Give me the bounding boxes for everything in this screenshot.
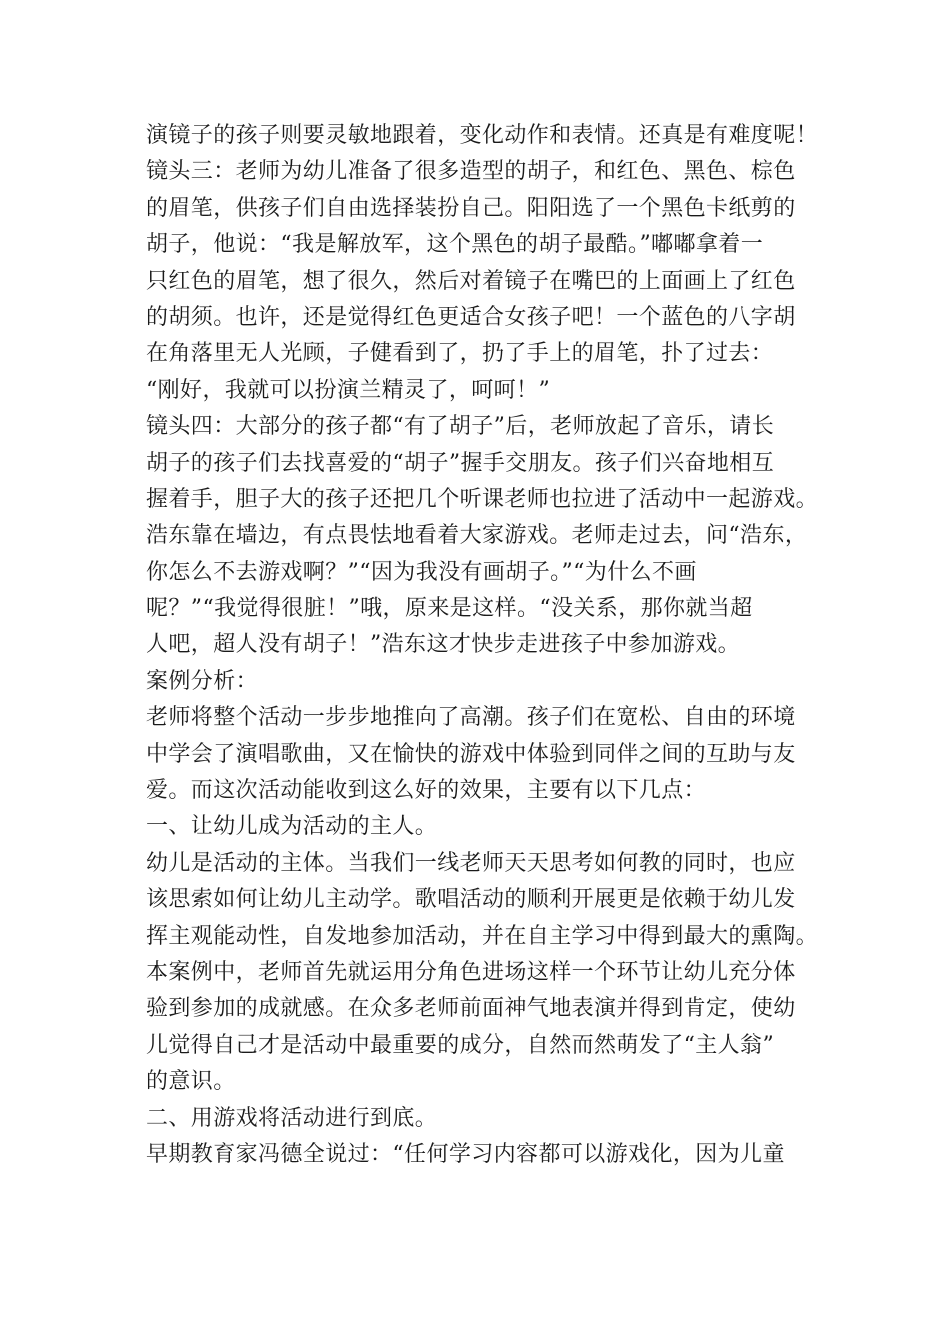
section-heading: 一、让幼儿成为活动的主人。: [146, 814, 438, 840]
text-line: 的胡须。也许，还是觉得红色更适合女孩子吧！一个蓝色的八字胡: [146, 304, 796, 330]
text-line: 儿觉得自己才是活动中最重要的成分，自然而然萌发了“主人翁”: [146, 1032, 775, 1058]
section-heading: 二、用游戏将活动进行到底。: [146, 1105, 438, 1131]
section-heading: 案例分析：: [146, 668, 259, 694]
text-line: 的眉笔，供孩子们自由选择装扮自己。阳阳选了一个黑色卡纸剪的: [146, 195, 796, 221]
document-body: [146, 118, 826, 1173]
text-line: 爱。而这次活动能收到这么好的效果，主要有以下几点：: [146, 778, 707, 804]
text-line: 老师将整个活动一步步地推向了高潮。孩子们在宽松、自由的环境: [146, 705, 796, 731]
text-line: 握着手，胆子大的孩子还把几个听课老师也拉进了活动中一起游戏。: [146, 486, 819, 512]
text-line: 中学会了演唱歌曲，又在愉快的游戏中体验到同伴之间的互助与友: [146, 741, 796, 767]
text-line: 验到参加的成就感。在众多老师前面神气地表演并得到肯定，使幼: [146, 996, 796, 1022]
text-line: 镜头三：老师为幼儿准备了很多造型的胡子，和红色、黑色、棕色: [146, 159, 796, 185]
text-line: 人吧，超人没有胡子！”浩东这才快步走进孩子中参加游戏。: [146, 632, 741, 658]
text-line: 幼儿是活动的主体。当我们一线老师天天思考如何教的同时，也应: [146, 850, 796, 876]
text-line: 呢？”“我觉得很脏！”哦，原来是这样。“没关系，那你就当超: [146, 596, 753, 622]
text-line: 浩东靠在墙边，有点畏怯地看着大家游戏。老师走过去，问“浩东，: [146, 523, 808, 549]
text-line: 镜头四：大部分的孩子都“有了胡子”后，老师放起了音乐，请长: [146, 414, 775, 440]
text-line: 胡子的孩子们去找喜爱的“胡子”握手交朋友。孩子们兴奋地相互: [146, 450, 775, 476]
text-line: 在角落里无人光顾，子健看到了，扔了手上的眉笔，扑了过去：: [146, 341, 774, 367]
text-line: 的意识。: [146, 1069, 236, 1095]
text-line: 该思索如何让幼儿主动学。歌唱活动的顺利开展更是依赖于幼儿发: [146, 887, 796, 913]
text-line: 只红色的眉笔，想了很久，然后对着镜子在嘴巴的上面画上了红色: [146, 268, 796, 294]
text-line: 挥主观能动性，自发地参加活动，并在自主学习中得到最大的熏陶。: [146, 923, 819, 949]
text-line: 演镜子的孩子则要灵敏地跟着，变化动作和表情。还真是有难度呢！: [146, 123, 819, 148]
text-line: 早期教育家冯德全说过：“任何学习内容都可以游戏化，因为儿童: [146, 1141, 785, 1167]
text-line: 你怎么不去游戏啊？”“因为我没有画胡子。”“为什么不画: [146, 559, 697, 585]
text-line: 本案例中，老师首先就运用分角色进场这样一个环节让幼儿充分体: [146, 959, 796, 985]
text-line: “刚好，我就可以扮演兰精灵了，呵呵！”: [146, 377, 551, 403]
text-line: 胡子，他说：“我是解放军，这个黑色的胡子最酷。”嘟嘟拿着一: [146, 232, 764, 258]
